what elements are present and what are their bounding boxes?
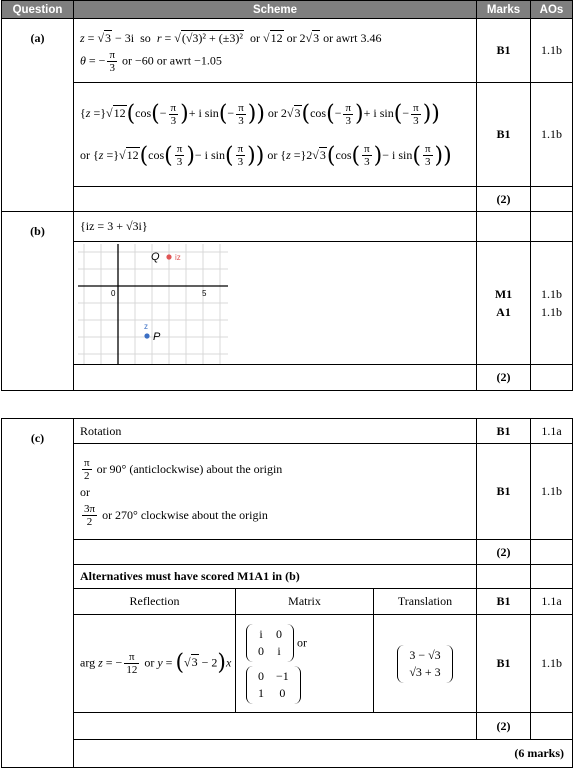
part-b-label: (b) [2, 212, 74, 391]
part-c-label: (c) [2, 419, 74, 768]
mark-scheme-table-ab [1, 0, 573, 391]
part-a-total-row [2, 187, 573, 212]
part-c-rotation-mark: B1 [477, 419, 531, 444]
part-c-rotation: Rotation [74, 419, 477, 444]
part-b-mark-a1: A1 [496, 305, 511, 319]
part-c-angle-ao: 1.1b [531, 444, 573, 540]
footer-row [2, 740, 573, 768]
part-c-rotation-row [2, 419, 573, 444]
part-b-ao-1: 1.1b [541, 287, 562, 301]
part-c-line-2: or 270° clockwise about the origin [102, 507, 268, 522]
part-c-total-2: (2) [477, 713, 531, 740]
label-iz: iz [175, 253, 181, 262]
part-b-graph-cell [74, 242, 477, 365]
part-c-matrices: i 0 0 i or 0 −1 1 0 [236, 615, 374, 713]
part-a-polar-form: {z =}√12(cos(− $\frac{\pi}{3}$ )+ i sin(− $\frac{\pi}{3}$ )) or 2√3(cos(− $\frac{\pi}{3}$ )+ i sin(− $\frac{\pi}{3}$ )) or {z =}√12(cos( $\frac{\pi}{3}$ )− i sin( $\frac{\pi}{3}$ )) or {z =}2√3(cos( $\frac{\pi}{3}$ )− i sin( $\frac{\pi}{3}$ )) [74, 83, 477, 187]
part-a-row-1 [2, 19, 573, 83]
matrix-2: 0 −1 1 0 [246, 666, 301, 704]
mark-scheme-table-c [1, 418, 573, 768]
header-marks: Marks [477, 1, 531, 19]
part-c-total-row-2 [2, 713, 573, 740]
col-matrix: Matrix [236, 589, 374, 615]
header-question: Question [2, 1, 74, 19]
label-Q: Q [151, 251, 160, 263]
part-b-aos [531, 242, 573, 365]
part-c-or: or [80, 484, 90, 499]
part-b-total: (2) [477, 365, 531, 391]
part-c-translation [374, 615, 477, 713]
part-a-row-2 [2, 83, 573, 187]
part-c-angle-row [2, 444, 573, 540]
col-translation: Translation [374, 589, 477, 615]
part-c-alt-row [2, 615, 573, 713]
label-P: P [153, 331, 161, 343]
part-c-alt-header-mark: B1 [477, 589, 531, 615]
col-reflection: Reflection [74, 589, 236, 615]
part-b-ao-2: 1.1b [541, 305, 562, 319]
part-c-reflection: arg z = − $\frac{\pi}{12}$ or y = (√3 − 2)x [74, 615, 236, 713]
part-b-mark-m1: M1 [494, 287, 513, 301]
label-z: z [144, 322, 148, 331]
part-b-marks [477, 242, 531, 365]
tick-0: 0 [111, 289, 116, 298]
part-c-alt-header-ao: 1.1a [531, 589, 573, 615]
part-a-ao-2: 1.1b [531, 83, 573, 187]
tick-5: 5 [202, 289, 207, 298]
part-c-alternatives: Alternatives must have scored M1A1 in (b) [74, 565, 477, 589]
part-c-angle-mark: B1 [477, 444, 531, 540]
part-c-alternatives-row [2, 565, 573, 589]
part-c-alt-ao: 1.1b [531, 615, 573, 713]
part-b-row-1 [2, 212, 573, 242]
part-c-alt-mark: B1 [477, 615, 531, 713]
translation-vector: 3 − √3 √3 + 3 [397, 645, 452, 683]
part-b-iz: {iz = 3 + √3i} [74, 212, 477, 242]
part-a-modulus-argument: z = √3 − 3i so r = √(√3)² + (±3)² or √12 or 2√3 or awrt 3.46 θ = − $\frac{\pi}{3}$ or −60 or awrt −1.05 [74, 19, 477, 83]
point-z [144, 333, 149, 338]
point-iz [166, 254, 171, 259]
argand-diagram [78, 244, 228, 364]
part-c-alt-header-row [2, 589, 573, 615]
part-c-total-row-1 [2, 540, 573, 565]
part-b-total-row [2, 365, 573, 391]
part-a-mark-2: B1 [477, 83, 531, 187]
part-c-angle: $\frac{\pi}{2}$ or 90° (anticlockwise) about the origin or $\frac{3\pi}{2}$ or 270° clockwise about the origin [74, 444, 477, 540]
header-aos: AOs [531, 1, 573, 19]
part-a-label: (a) [2, 19, 74, 212]
argand-svg [78, 244, 228, 364]
part-c-rotation-ao: 1.1a [531, 419, 573, 444]
header-scheme: Scheme [74, 1, 477, 19]
matrix-1: i 0 0 i [246, 624, 294, 662]
part-b-row-2 [2, 242, 573, 365]
header-row [2, 1, 573, 19]
part-a-ao-1: 1.1b [531, 19, 573, 83]
part-a-total: (2) [477, 187, 531, 212]
part-c-line-1: or 90° (anticlockwise) about the origin [96, 461, 283, 476]
part-a-mark-1: B1 [477, 19, 531, 83]
part-c-total-1: (2) [477, 540, 531, 565]
total-marks: (6 marks) [74, 740, 573, 768]
